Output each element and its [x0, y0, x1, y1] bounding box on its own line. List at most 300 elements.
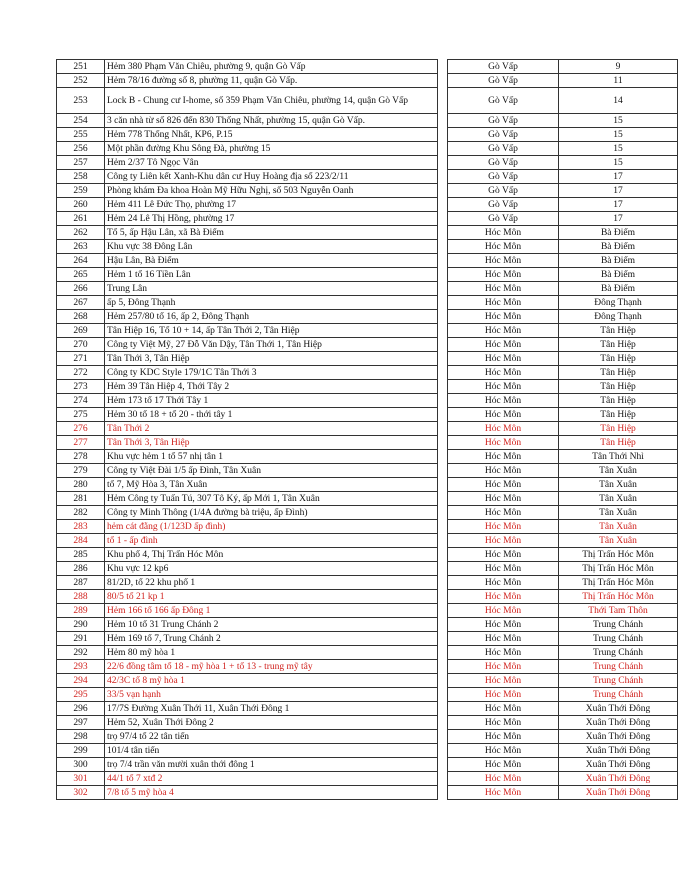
spacer-cell — [438, 310, 448, 324]
row-number-cell: 296 — [57, 702, 105, 716]
table-row — [57, 156, 678, 170]
district-cell: Gò Vấp — [448, 142, 559, 156]
district-cell: Hóc Môn — [448, 310, 559, 324]
ward-cell: Tân Hiệp — [559, 366, 678, 380]
spacer-cell — [438, 758, 448, 772]
spacer-cell — [438, 254, 448, 268]
table-row — [57, 534, 678, 548]
row-number-cell: 270 — [57, 338, 105, 352]
address-cell: 22/6 đồng tâm tổ 18 - mỹ hòa 1 + tổ 13 - trung mỹ tây — [105, 660, 438, 674]
district-cell: Gò Vấp — [448, 128, 559, 142]
row-number-cell: 302 — [57, 786, 105, 800]
district-cell: Hóc Môn — [448, 702, 559, 716]
district-cell: Gò Vấp — [448, 184, 559, 198]
spacer-cell — [438, 324, 448, 338]
ward-cell: Tân Xuân — [559, 534, 678, 548]
row-number-cell: 271 — [57, 352, 105, 366]
spacer-cell — [438, 576, 448, 590]
address-cell: hẻm cát đằng (1/123D ấp đình) — [105, 520, 438, 534]
address-cell: Khu vực 12 kp6 — [105, 562, 438, 576]
district-cell: Gò Vấp — [448, 198, 559, 212]
address-cell: Trung Lân — [105, 282, 438, 296]
row-number-cell: 291 — [57, 632, 105, 646]
district-cell: Hóc Môn — [448, 324, 559, 338]
district-cell: Hóc Môn — [448, 240, 559, 254]
district-cell: Hóc Môn — [448, 758, 559, 772]
address-cell: 17/7S Đường Xuân Thới 11, Xuân Thới Đông 1 — [105, 702, 438, 716]
address-cell: Công ty Việt Đài 1/5 ấp Đình, Tân Xuân — [105, 464, 438, 478]
district-cell: Hóc Môn — [448, 660, 559, 674]
district-cell: Hóc Môn — [448, 674, 559, 688]
row-number-cell: 299 — [57, 744, 105, 758]
address-cell: Công ty Việt Mỹ, 27 Đỗ Văn Dậy, Tân Thới 1, Tân Hiệp — [105, 338, 438, 352]
row-number-cell: 279 — [57, 464, 105, 478]
table-row — [57, 184, 678, 198]
table-row — [57, 702, 678, 716]
table-row — [57, 576, 678, 590]
spacer-cell — [438, 520, 448, 534]
spacer-cell — [438, 688, 448, 702]
row-number-cell: 276 — [57, 422, 105, 436]
address-cell: Hẻm 80 mỹ hòa 1 — [105, 646, 438, 660]
table-row — [57, 464, 678, 478]
district-cell: Hóc Môn — [448, 646, 559, 660]
address-cell: Hẻm 39 Tân Hiệp 4, Thới Tây 2 — [105, 380, 438, 394]
row-number-cell: 254 — [57, 114, 105, 128]
address-table-body — [57, 60, 678, 800]
spacer-cell — [438, 660, 448, 674]
row-number-cell: 292 — [57, 646, 105, 660]
table-row — [57, 590, 678, 604]
table-row — [57, 660, 678, 674]
row-number-cell: 282 — [57, 506, 105, 520]
table-row — [57, 744, 678, 758]
table-row — [57, 478, 678, 492]
district-cell: Hóc Môn — [448, 464, 559, 478]
table-row — [57, 296, 678, 310]
address-cell: Tân Thới 2 — [105, 422, 438, 436]
table-row — [57, 618, 678, 632]
table-row — [57, 380, 678, 394]
address-cell: Khu phố 4, Thị Trấn Hóc Môn — [105, 548, 438, 562]
district-cell: Hóc Môn — [448, 254, 559, 268]
table-row — [57, 268, 678, 282]
spacer-cell — [438, 88, 448, 114]
district-cell: Hóc Môn — [448, 576, 559, 590]
ward-cell: Thị Trấn Hóc Môn — [559, 562, 678, 576]
address-cell: Hẻm 169 tổ 7, Trung Chánh 2 — [105, 632, 438, 646]
address-cell: Hẻm 411 Lê Đức Thọ, phường 17 — [105, 198, 438, 212]
ward-cell: Xuân Thới Đông — [559, 730, 678, 744]
spacer-cell — [438, 632, 448, 646]
spacer-cell — [438, 730, 448, 744]
spacer-cell — [438, 436, 448, 450]
district-cell: Gò Vấp — [448, 212, 559, 226]
district-cell: Hóc Môn — [448, 604, 559, 618]
table-row — [57, 324, 678, 338]
address-cell: Hẻm 380 Phạm Văn Chiêu, phường 9, quận Gò Vấp — [105, 60, 438, 74]
row-number-cell: 251 — [57, 60, 105, 74]
district-cell: Gò Vấp — [448, 60, 559, 74]
spacer-cell — [438, 170, 448, 184]
address-cell: Hậu Lân, Bà Điểm — [105, 254, 438, 268]
address-cell: 81/2D, tổ 22 khu phố 1 — [105, 576, 438, 590]
district-cell: Hóc Môn — [448, 436, 559, 450]
district-cell: Hóc Môn — [448, 772, 559, 786]
address-cell: Công ty Minh Thông (1/4A đường bà triệu, ấp Đình) — [105, 506, 438, 520]
table-row — [57, 198, 678, 212]
district-cell: Hóc Môn — [448, 478, 559, 492]
row-number-cell: 263 — [57, 240, 105, 254]
ward-cell: Trung Chánh — [559, 632, 678, 646]
spacer-cell — [438, 408, 448, 422]
spacer-cell — [438, 338, 448, 352]
table-row — [57, 758, 678, 772]
row-number-cell: 274 — [57, 394, 105, 408]
row-number-cell: 290 — [57, 618, 105, 632]
table-row — [57, 548, 678, 562]
row-number-cell: 286 — [57, 562, 105, 576]
district-cell: Hóc Môn — [448, 422, 559, 436]
address-cell: Hẻm 52, Xuân Thới Đông 2 — [105, 716, 438, 730]
ward-cell: 17 — [559, 212, 678, 226]
spacer-cell — [438, 352, 448, 366]
address-cell: Phòng khám Đa khoa Hoàn Mỹ Hữu Nghị, số 503 Nguyễn Oanh — [105, 184, 438, 198]
ward-cell: Tân Hiệp — [559, 436, 678, 450]
district-cell: Hóc Môn — [448, 506, 559, 520]
district-cell: Gò Vấp — [448, 156, 559, 170]
table-row — [57, 114, 678, 128]
district-cell: Hóc Môn — [448, 282, 559, 296]
row-number-cell: 264 — [57, 254, 105, 268]
ward-cell: Trung Chánh — [559, 674, 678, 688]
district-cell: Hóc Môn — [448, 366, 559, 380]
district-cell: Gò Vấp — [448, 114, 559, 128]
row-number-cell: 252 — [57, 74, 105, 88]
spacer-cell — [438, 60, 448, 74]
spacer-cell — [438, 478, 448, 492]
district-cell: Hóc Môn — [448, 352, 559, 366]
address-cell: tổ 7, Mỹ Hòa 3, Tân Xuân — [105, 478, 438, 492]
spacer-cell — [438, 744, 448, 758]
address-cell: Hẻm 30 tổ 18 + tổ 20 - thới tây 1 — [105, 408, 438, 422]
row-number-cell: 295 — [57, 688, 105, 702]
row-number-cell: 262 — [57, 226, 105, 240]
ward-cell: 15 — [559, 156, 678, 170]
spacer-cell — [438, 702, 448, 716]
district-cell: Hóc Môn — [448, 786, 559, 800]
spacer-cell — [438, 464, 448, 478]
spacer-cell — [438, 590, 448, 604]
table-row — [57, 128, 678, 142]
ward-cell: 17 — [559, 170, 678, 184]
ward-cell: Tân Xuân — [559, 464, 678, 478]
ward-cell: Bà Điểm — [559, 226, 678, 240]
address-cell: Khu vực 38 Đông Lân — [105, 240, 438, 254]
address-cell: trọ 97/4 tổ 22 tân tiến — [105, 730, 438, 744]
address-cell: Hẻm 257/80 tổ 16, ấp 2, Đông Thạnh — [105, 310, 438, 324]
ward-cell: Tân Xuân — [559, 478, 678, 492]
address-cell: 3 căn nhà từ số 826 đến 830 Thống Nhất, phường 15, quận Gò Vấp. — [105, 114, 438, 128]
district-cell: Hóc Môn — [448, 268, 559, 282]
ward-cell: Bà Điểm — [559, 240, 678, 254]
row-number-cell: 253 — [57, 88, 105, 114]
table-row — [57, 492, 678, 506]
spacer-cell — [438, 562, 448, 576]
table-row — [57, 786, 678, 800]
row-number-cell: 266 — [57, 282, 105, 296]
ward-cell: Bà Điểm — [559, 282, 678, 296]
row-number-cell: 277 — [57, 436, 105, 450]
spacer-cell — [438, 296, 448, 310]
address-cell: Tân Thới 3, Tân Hiệp — [105, 436, 438, 450]
table-row — [57, 646, 678, 660]
district-cell: Hóc Môn — [448, 450, 559, 464]
row-number-cell: 288 — [57, 590, 105, 604]
row-number-cell: 297 — [57, 716, 105, 730]
spacer-cell — [438, 394, 448, 408]
ward-cell: Tân Hiệp — [559, 394, 678, 408]
ward-cell: 14 — [559, 88, 678, 114]
table-row — [57, 282, 678, 296]
address-cell: 80/5 tổ 21 kp 1 — [105, 590, 438, 604]
district-cell: Hóc Môn — [448, 492, 559, 506]
table-row — [57, 212, 678, 226]
ward-cell: Tân Hiệp — [559, 422, 678, 436]
district-cell: Hóc Môn — [448, 226, 559, 240]
ward-cell: Bà Điểm — [559, 268, 678, 282]
ward-cell: Xuân Thới Đông — [559, 758, 678, 772]
district-cell: Hóc Môn — [448, 730, 559, 744]
address-cell: Tổ 5, ấp Hậu Lân, xã Bà Điểm — [105, 226, 438, 240]
address-cell: Hẻm 2/37 Tô Ngọc Vân — [105, 156, 438, 170]
row-number-cell: 261 — [57, 212, 105, 226]
ward-cell: 15 — [559, 142, 678, 156]
spacer-cell — [438, 268, 448, 282]
row-number-cell: 289 — [57, 604, 105, 618]
row-number-cell: 257 — [57, 156, 105, 170]
spacer-cell — [438, 492, 448, 506]
district-cell: Hóc Môn — [448, 562, 559, 576]
row-number-cell: 260 — [57, 198, 105, 212]
spacer-cell — [438, 674, 448, 688]
district-cell: Hóc Môn — [448, 618, 559, 632]
address-cell: Công ty Liên kết Xanh-Khu dân cư Huy Hoàng địa số 223/2/11 — [105, 170, 438, 184]
address-cell: Hẻm 778 Thống Nhất, KP6, P.15 — [105, 128, 438, 142]
ward-cell: Thị Trấn Hóc Môn — [559, 576, 678, 590]
ward-cell: Trung Chánh — [559, 660, 678, 674]
table-row — [57, 688, 678, 702]
row-number-cell: 281 — [57, 492, 105, 506]
spacer-cell — [438, 226, 448, 240]
ward-cell: Tân Thới Nhì — [559, 450, 678, 464]
spacer-cell — [438, 212, 448, 226]
table-row — [57, 632, 678, 646]
table-row — [57, 730, 678, 744]
ward-cell: Xuân Thới Đông — [559, 744, 678, 758]
row-number-cell: 294 — [57, 674, 105, 688]
district-cell: Hóc Môn — [448, 632, 559, 646]
ward-cell: Tân Xuân — [559, 492, 678, 506]
address-cell: Hẻm Công ty Tuấn Tú, 307 Tô Ký, ấp Mới 1, Tân Xuân — [105, 492, 438, 506]
table-row — [57, 170, 678, 184]
row-number-cell: 298 — [57, 730, 105, 744]
district-cell: Hóc Môn — [448, 408, 559, 422]
spacer-cell — [438, 506, 448, 520]
ward-cell: Trung Chánh — [559, 688, 678, 702]
ward-cell: Tân Hiệp — [559, 324, 678, 338]
address-cell: Hẻm 1 tổ 16 Tiền Lân — [105, 268, 438, 282]
address-cell: 44/1 tổ 7 xtđ 2 — [105, 772, 438, 786]
ward-cell: Tân Hiệp — [559, 338, 678, 352]
table-row — [57, 436, 678, 450]
table-row — [57, 88, 678, 114]
address-cell: Một phần đường Khu Sông Đà, phường 15 — [105, 142, 438, 156]
table-row — [57, 338, 678, 352]
row-number-cell: 259 — [57, 184, 105, 198]
address-cell: Tân Thới 3, Tân Hiệp — [105, 352, 438, 366]
spacer-cell — [438, 716, 448, 730]
address-cell: Hẻm 78/16 đường số 8, phường 11, quận Gò Vấp. — [105, 74, 438, 88]
ward-cell: 11 — [559, 74, 678, 88]
ward-cell: Tân Hiệp — [559, 352, 678, 366]
table-row — [57, 604, 678, 618]
ward-cell: Trung Chánh — [559, 618, 678, 632]
row-number-cell: 268 — [57, 310, 105, 324]
district-cell: Hóc Môn — [448, 744, 559, 758]
address-cell: 42/3C tổ 8 mỹ hòa 1 — [105, 674, 438, 688]
spacer-cell — [438, 534, 448, 548]
ward-cell: 15 — [559, 114, 678, 128]
ward-cell: 15 — [559, 128, 678, 142]
row-number-cell: 300 — [57, 758, 105, 772]
table-row — [57, 60, 678, 74]
address-cell: Hẻm 173 tổ 17 Thới Tây 1 — [105, 394, 438, 408]
ward-cell: Trung Chánh — [559, 646, 678, 660]
ward-cell: Xuân Thới Đông — [559, 702, 678, 716]
table-row — [57, 394, 678, 408]
address-cell: trọ 7/4 trần văn mười xuân thới đông 1 — [105, 758, 438, 772]
spacer-cell — [438, 772, 448, 786]
ward-cell: Thị Trấn Hóc Môn — [559, 590, 678, 604]
address-cell: Khu vực hẻm 1 tổ 57 nhị tân 1 — [105, 450, 438, 464]
table-row — [57, 366, 678, 380]
district-cell: Gò Vấp — [448, 88, 559, 114]
table-row — [57, 520, 678, 534]
table-row — [57, 254, 678, 268]
ward-cell: Xuân Thới Đông — [559, 786, 678, 800]
table-row — [57, 506, 678, 520]
table-row — [57, 226, 678, 240]
table-row — [57, 74, 678, 88]
ward-cell: Bà Điểm — [559, 254, 678, 268]
row-number-cell: 267 — [57, 296, 105, 310]
row-number-cell: 287 — [57, 576, 105, 590]
spacer-cell — [438, 184, 448, 198]
ward-cell: Thị Trấn Hóc Môn — [559, 548, 678, 562]
address-cell: ấp 5, Đông Thạnh — [105, 296, 438, 310]
spacer-cell — [438, 548, 448, 562]
spacer-cell — [438, 380, 448, 394]
row-number-cell: 255 — [57, 128, 105, 142]
district-cell: Hóc Môn — [448, 380, 559, 394]
table-row — [57, 310, 678, 324]
district-cell: Hóc Môn — [448, 338, 559, 352]
row-number-cell: 285 — [57, 548, 105, 562]
spacer-cell — [438, 240, 448, 254]
spacer-cell — [438, 646, 448, 660]
spacer-cell — [438, 198, 448, 212]
spacer-cell — [438, 618, 448, 632]
district-cell: Hóc Môn — [448, 548, 559, 562]
ward-cell: Tân Xuân — [559, 520, 678, 534]
address-cell: Hẻm 166 tổ 166 ấp Đông 1 — [105, 604, 438, 618]
ward-cell: 9 — [559, 60, 678, 74]
row-number-cell: 275 — [57, 408, 105, 422]
spacer-cell — [438, 156, 448, 170]
spacer-cell — [438, 114, 448, 128]
spacer-cell — [438, 422, 448, 436]
row-number-cell: 283 — [57, 520, 105, 534]
ward-cell: Đông Thạnh — [559, 296, 678, 310]
address-cell: tổ 1 - ấp đình — [105, 534, 438, 548]
table-row — [57, 142, 678, 156]
table-row — [57, 772, 678, 786]
row-number-cell: 272 — [57, 366, 105, 380]
table-row — [57, 352, 678, 366]
district-cell: Gò Vấp — [448, 74, 559, 88]
row-number-cell: 273 — [57, 380, 105, 394]
address-cell: 101/4 tân tiến — [105, 744, 438, 758]
district-cell: Hóc Môn — [448, 520, 559, 534]
row-number-cell: 265 — [57, 268, 105, 282]
spacer-cell — [438, 128, 448, 142]
ward-cell: Tân Xuân — [559, 506, 678, 520]
spacer-cell — [438, 450, 448, 464]
row-number-cell: 278 — [57, 450, 105, 464]
table-row — [57, 422, 678, 436]
ward-cell: Xuân Thới Đông — [559, 716, 678, 730]
ward-cell: Thới Tam Thôn — [559, 604, 678, 618]
row-number-cell: 284 — [57, 534, 105, 548]
address-cell: 7/8 tổ 5 mỹ hòa 4 — [105, 786, 438, 800]
table-row — [57, 240, 678, 254]
table-row — [57, 450, 678, 464]
row-number-cell: 293 — [57, 660, 105, 674]
spacer-cell — [438, 142, 448, 156]
row-number-cell: 256 — [57, 142, 105, 156]
row-number-cell: 269 — [57, 324, 105, 338]
address-cell: 33/5 vạn hạnh — [105, 688, 438, 702]
ward-cell: 17 — [559, 198, 678, 212]
address-table — [56, 59, 678, 800]
district-cell: Gò Vấp — [448, 170, 559, 184]
row-number-cell: 258 — [57, 170, 105, 184]
spacer-cell — [438, 74, 448, 88]
ward-cell: Tân Hiệp — [559, 408, 678, 422]
table-row — [57, 716, 678, 730]
address-cell: Lock B - Chung cư I-home, số 359 Phạm Văn Chiêu, phường 14, quận Gò Vấp — [105, 88, 438, 114]
spacer-cell — [438, 604, 448, 618]
district-cell: Hóc Môn — [448, 296, 559, 310]
row-number-cell: 280 — [57, 478, 105, 492]
ward-cell: Đông Thạnh — [559, 310, 678, 324]
spacer-cell — [438, 786, 448, 800]
table-row — [57, 674, 678, 688]
district-cell: Hóc Môn — [448, 394, 559, 408]
district-cell: Hóc Môn — [448, 534, 559, 548]
address-cell: Công ty KDC Style 179/1C Tân Thới 3 — [105, 366, 438, 380]
